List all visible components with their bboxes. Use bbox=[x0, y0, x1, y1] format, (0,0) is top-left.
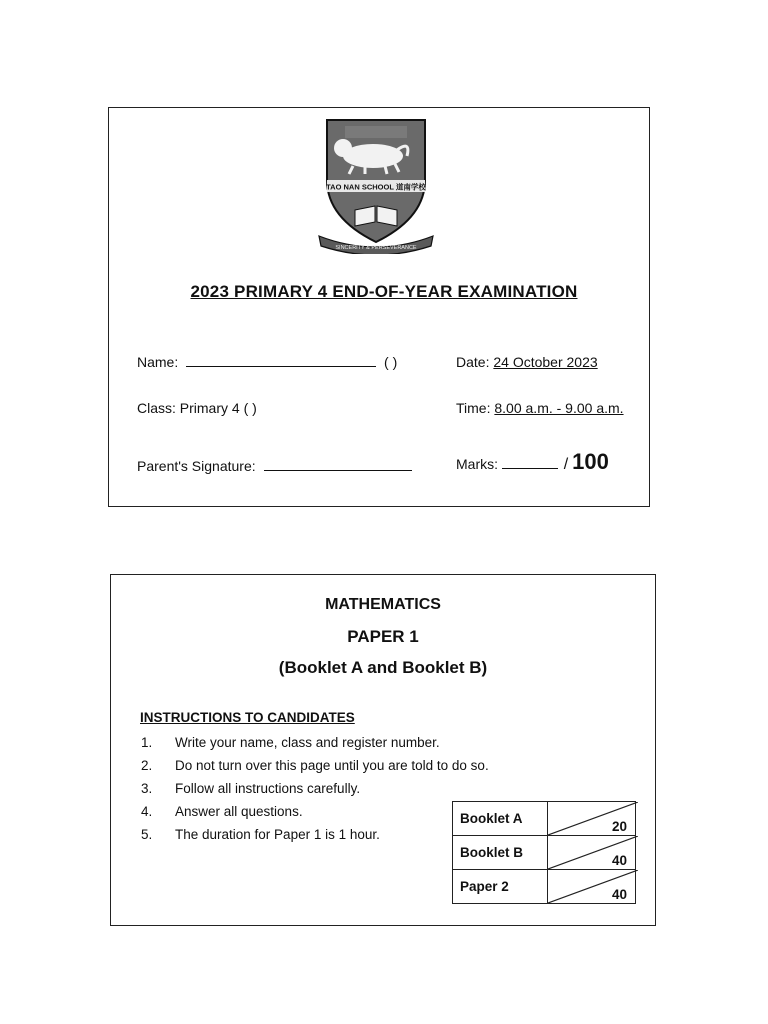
time-field bbox=[456, 400, 624, 416]
marks-slash: / bbox=[563, 456, 569, 473]
name-label: Name: bbox=[137, 354, 179, 370]
paper-2-label: Paper 2 bbox=[453, 870, 548, 904]
booklet-b-label: Booklet B bbox=[453, 836, 548, 870]
instructions-heading: INSTRUCTIONS TO CANDIDATES bbox=[140, 710, 355, 725]
signature-line bbox=[264, 469, 412, 471]
paper-title: PAPER 1 bbox=[347, 627, 419, 646]
exam-title: 2023 PRIMARY 4 END-OF-YEAR EXAMINATION bbox=[190, 282, 578, 301]
instruction-item: 3. Follow all instructions carefully. bbox=[141, 781, 361, 796]
date-value: 24 October 2023 bbox=[493, 354, 598, 370]
booklet-b-marks-cell bbox=[547, 836, 635, 870]
instruction-item: 2. Do not turn over this page until you are told to do so. bbox=[141, 758, 489, 773]
paper-2-max: 40 bbox=[611, 887, 627, 902]
instruction-item: 4. Answer all questions. bbox=[141, 804, 303, 819]
marks-line bbox=[502, 467, 558, 469]
name-line bbox=[186, 365, 376, 367]
date-label: Date: bbox=[456, 354, 490, 370]
time-value: 8.00 a.m. - 9.00 a.m. bbox=[494, 400, 624, 416]
crest-motto: SINCERITY & PERSEVERANCE bbox=[335, 245, 417, 251]
class-field bbox=[137, 400, 257, 416]
paper-2-marks-cell bbox=[547, 870, 635, 904]
marks-label: Marks: bbox=[456, 456, 498, 472]
class-label: Class: Primary 4 ( ) bbox=[137, 400, 257, 416]
booklet-a-marks-cell bbox=[547, 802, 635, 836]
date-field bbox=[456, 354, 598, 370]
table-row bbox=[453, 836, 636, 870]
marks-table bbox=[452, 801, 636, 904]
school-crest-logo bbox=[315, 118, 437, 254]
signature-label: Parent's Signature: bbox=[137, 458, 256, 474]
register-number-paren: ( ) bbox=[384, 354, 398, 370]
booklet-a-max: 20 bbox=[611, 819, 627, 834]
marks-field bbox=[456, 449, 609, 475]
instruction-item: 1. Write your name, class and register number. bbox=[141, 735, 440, 750]
signature-field bbox=[137, 458, 412, 474]
booklets-title: (Booklet A and Booklet B) bbox=[278, 658, 488, 677]
subject-title: MATHEMATICS bbox=[325, 596, 441, 613]
table-row bbox=[453, 802, 636, 836]
table-row bbox=[453, 870, 636, 904]
time-label: Time: bbox=[456, 400, 491, 416]
instruction-item: 5. The duration for Paper 1 is 1 hour. bbox=[141, 827, 380, 842]
name-field bbox=[137, 354, 397, 370]
booklet-a-label: Booklet A bbox=[453, 802, 548, 836]
booklet-b-max: 40 bbox=[611, 853, 627, 868]
marks-total: 100 bbox=[572, 449, 609, 474]
crest-school-name: TAO NAN SCHOOL 道南学校 bbox=[326, 182, 426, 192]
